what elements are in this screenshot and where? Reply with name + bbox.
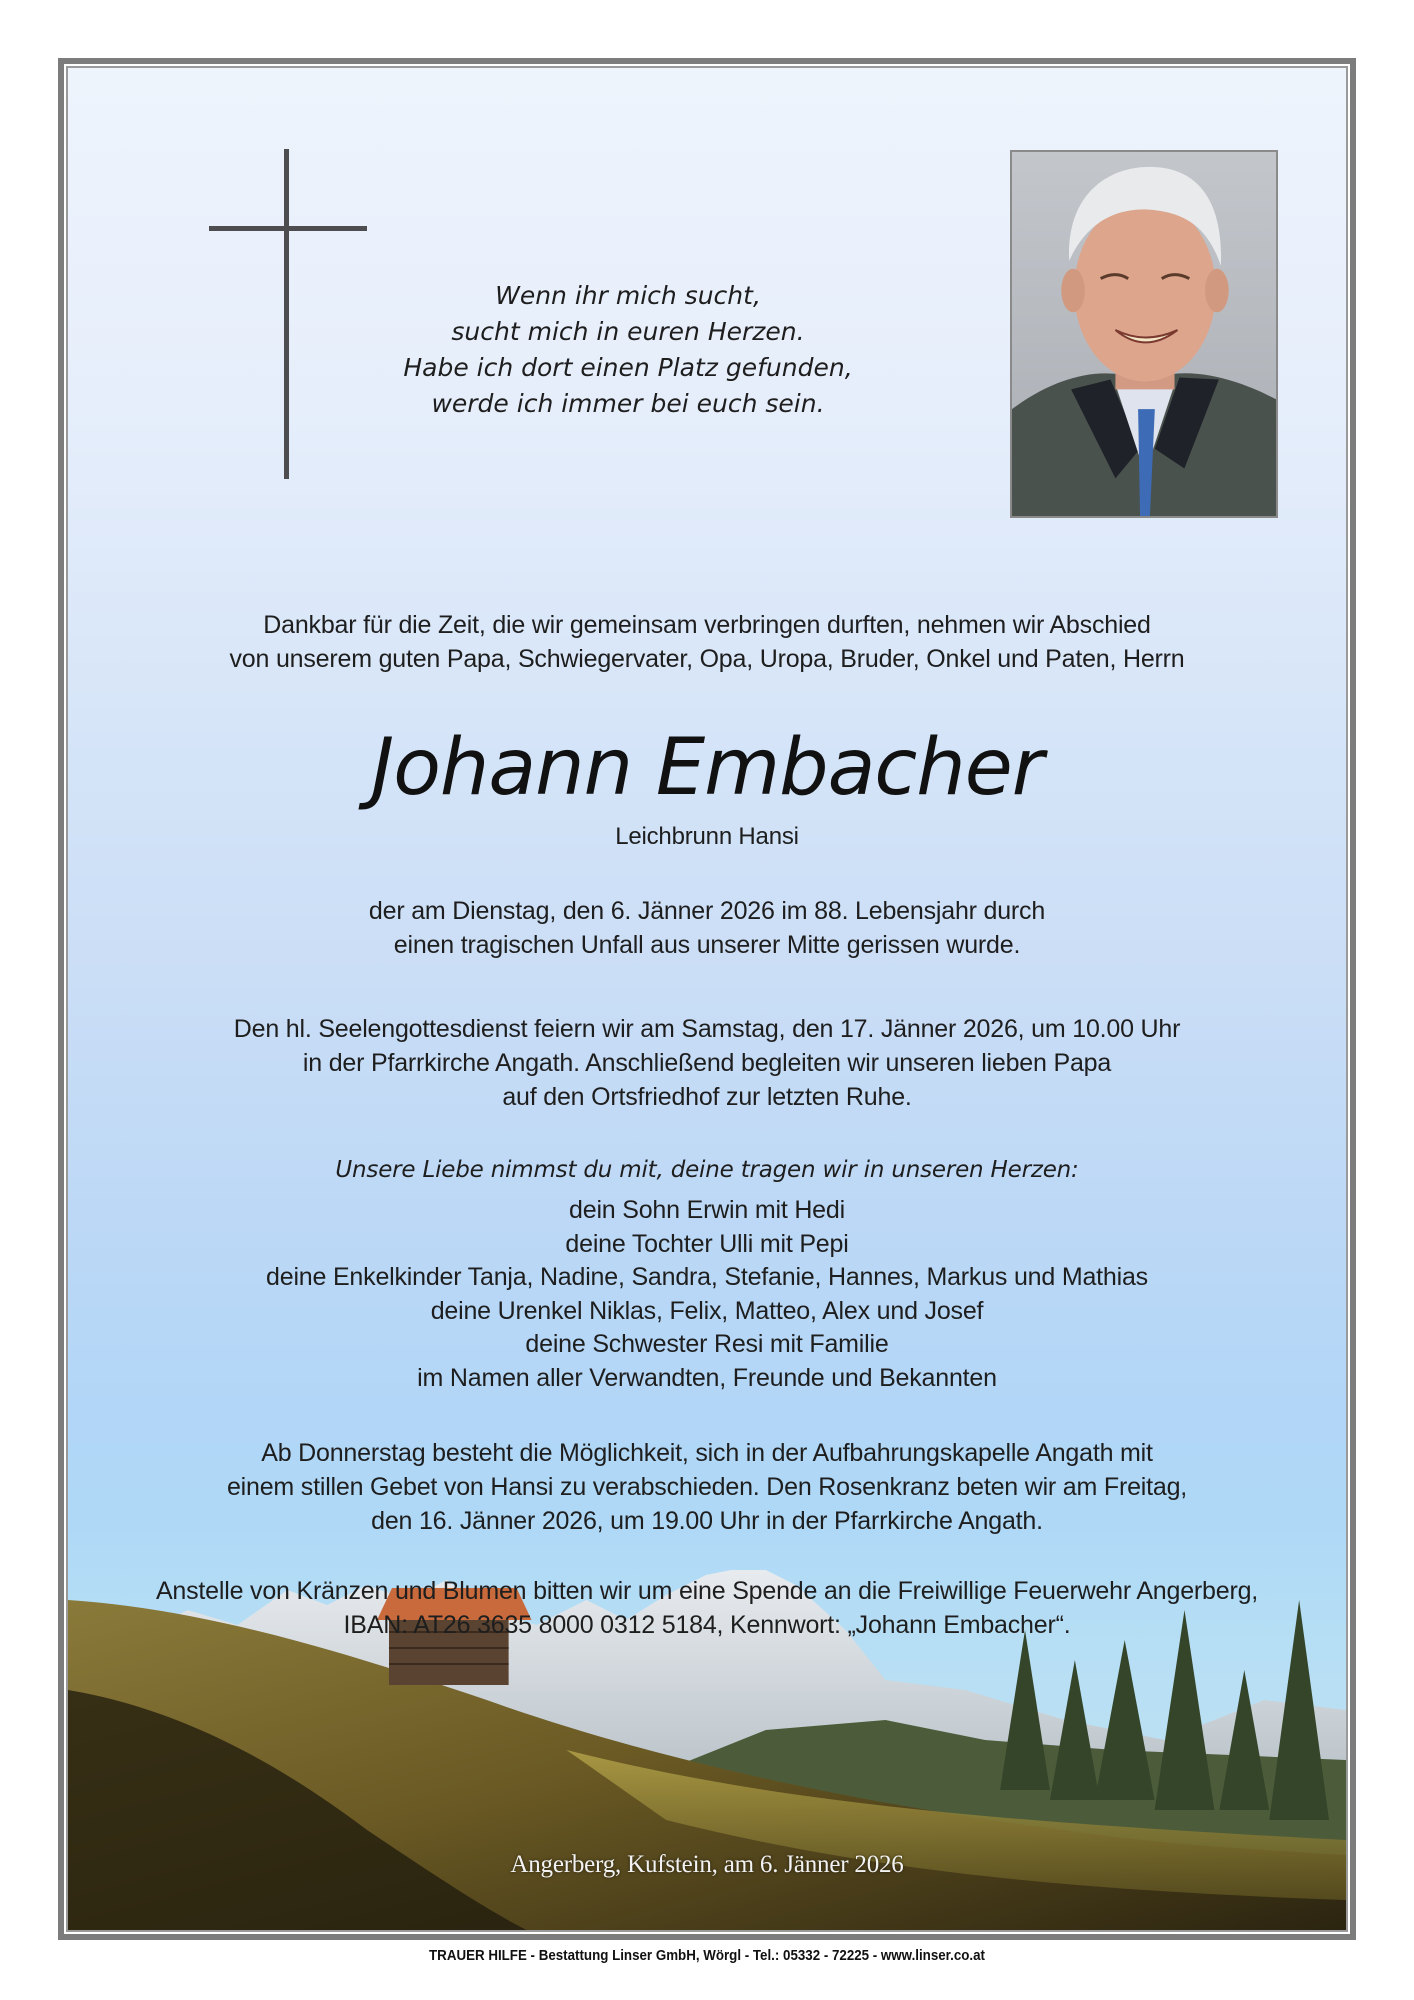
mourner-line: deine Urenkel Niklas, Felix, Matteo, Alex und Josef xyxy=(430,1296,984,1325)
viewing-line: einem stillen Gebet von Hansi zu verabschieden. Den Rosenkranz beten wir am Freitag, xyxy=(226,1473,1188,1501)
place-and-date: Angerberg, Kufstein, am 6. Jänner 2026 xyxy=(510,1851,904,1878)
death-info xyxy=(68,894,1346,962)
poem-line: werde ich immer bei euch sein. xyxy=(431,389,825,418)
service-line: auf den Ortsfriedhof zur letzten Ruhe. xyxy=(502,1083,912,1111)
poem xyxy=(368,278,888,422)
mourner-line: deine Tochter Ulli mit Pepi xyxy=(565,1229,849,1258)
funeral-home-footer: TRAUER HILFE - Bestattung Linser GmbH, Wörgl - Tel.: 05332 - 72225 - www.linser.co.at xyxy=(429,1948,985,1964)
mourner-line: deine Enkelkinder Tanja, Nadine, Sandra, Stefanie, Hannes, Markus und Mathias xyxy=(266,1263,1148,1291)
poem-line: Wenn ihr mich sucht, xyxy=(495,281,761,310)
mourner-line: im Namen aller Verwandten, Freunde und Bekannten xyxy=(417,1363,997,1392)
deceased-name: Johann Embacher xyxy=(371,723,1043,813)
cross-horizontal-bar xyxy=(209,226,367,231)
poem-line: sucht mich in euren Herzen. xyxy=(451,317,805,346)
intro-text xyxy=(68,608,1346,676)
obituary-card xyxy=(66,66,1348,1932)
love-dedication: Unsere Liebe nimmst du mit, deine tragen wir in unseren Herzen: xyxy=(335,1157,1079,1183)
death-line: einen tragischen Unfall aus unserer Mitte gerissen wurde. xyxy=(393,931,1021,959)
intro-line: von unserem guten Papa, Schwiegervater, Opa, Uropa, Bruder, Onkel und Paten, Herrn xyxy=(229,645,1185,673)
poem-line: Habe ich dort einen Platz gefunden, xyxy=(403,353,853,382)
donation-line: Anstelle von Kränzen und Blumen bitten wir um eine Spende an die Freiwillige Feuerwehr Angerberg, xyxy=(155,1577,1259,1605)
donation-info xyxy=(68,1574,1346,1642)
service-line: Den hl. Seelengottesdienst feiern wir am Samstag, den 17. Jänner 2026, um 10.00 Uhr xyxy=(233,1015,1181,1043)
cross-icon xyxy=(209,149,369,479)
viewing-info xyxy=(68,1436,1346,1538)
death-line: der am Dienstag, den 6. Jänner 2026 im 88. Lebensjahr durch xyxy=(368,897,1046,925)
intro-line: Dankbar für die Zeit, die wir gemeinsam verbringen durften, nehmen wir Abschied xyxy=(263,611,1151,639)
donation-line: IBAN: AT26 3635 8000 0312 5184, Kennwort: „Johann Embacher“. xyxy=(343,1611,1071,1639)
portrait-photo xyxy=(1010,150,1278,518)
mourner-line: deine Schwester Resi mit Familie xyxy=(525,1330,889,1358)
viewing-line: Ab Donnerstag besteht die Möglichkeit, sich in der Aufbahrungskapelle Angath mit xyxy=(261,1439,1153,1467)
deceased-nickname: Leichbrunn Hansi xyxy=(615,823,799,850)
mourners-list xyxy=(68,1194,1346,1395)
cross-vertical-bar xyxy=(284,149,289,479)
service-line: in der Pfarrkirche Angath. Anschließend begleiten wir unseren lieben Papa xyxy=(302,1049,1112,1077)
mourner-line: dein Sohn Erwin mit Hedi xyxy=(569,1196,845,1224)
viewing-line: den 16. Jänner 2026, um 19.00 Uhr in der Pfarrkirche Angath. xyxy=(371,1507,1043,1535)
funeral-service-info xyxy=(68,1012,1346,1114)
